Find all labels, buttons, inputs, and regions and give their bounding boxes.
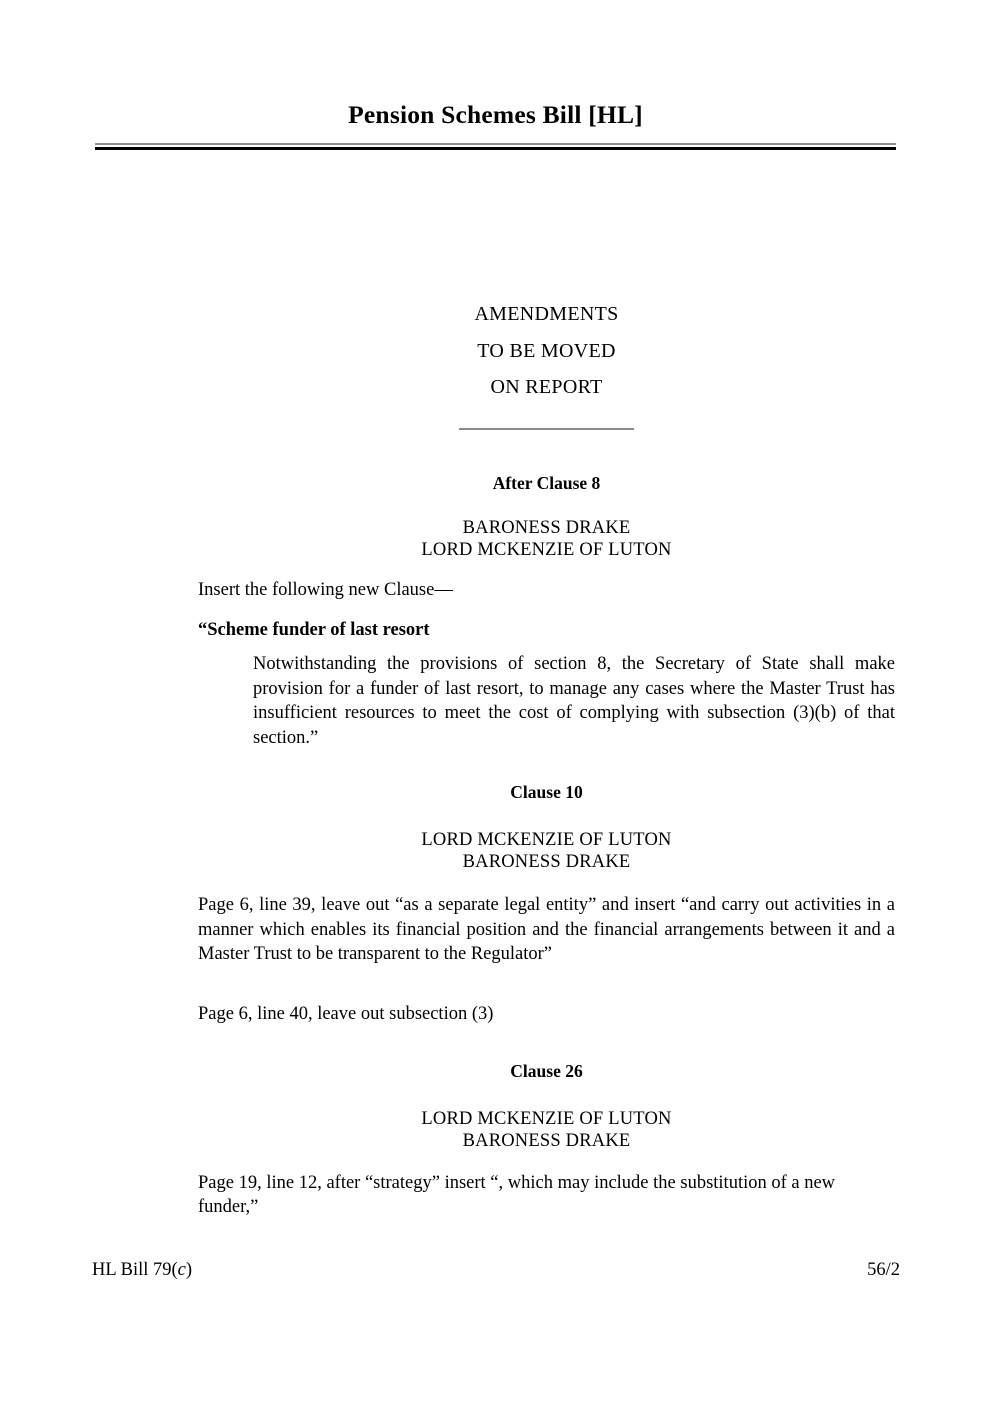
sponsor-name: LORD MCKENZIE OF LUTON <box>421 1108 672 1129</box>
amendment-block-clause-26 <box>198 1060 895 1220</box>
new-clause-text: Notwithstanding the provisions of section 8, the Secretary of State shall make provision for a funder of last resort, to manage any cases where the Master Trust has insufficient resources to meet the cost of complying with subsection (3)(b) of that section.” <box>253 654 895 748</box>
header-rule-thick <box>95 147 896 150</box>
document-body <box>198 296 895 1220</box>
sponsor-list <box>198 829 895 873</box>
bill-reference <box>92 1259 192 1281</box>
frontmatter-line-amendments: AMENDMENTS <box>474 303 619 325</box>
page-number: 56/2 <box>867 1260 900 1280</box>
header-double-rule <box>95 143 896 150</box>
clause-heading: Clause 10 <box>510 782 583 803</box>
clause-heading: After Clause 8 <box>492 472 601 493</box>
frontmatter-line-on-report: ON REPORT <box>490 376 603 398</box>
bill-reference-letter: c <box>177 1260 186 1280</box>
amendment-intro-text: Insert the following new Clause— <box>198 580 453 601</box>
sponsor-list <box>198 1108 895 1152</box>
bill-reference-suffix: ) <box>185 1260 193 1280</box>
sponsor-name: BARONESS DRAKE <box>462 852 631 872</box>
sponsor-name: BARONESS DRAKE <box>462 1130 631 1151</box>
page-footer <box>92 1259 900 1281</box>
frontmatter-block <box>198 296 895 406</box>
bill-reference-prefix: HL Bill 79( <box>92 1260 178 1280</box>
sponsor-list <box>198 517 895 561</box>
amendment-text: Page 6, line 40, leave out subsection (3) <box>198 1003 494 1024</box>
sponsor-name: LORD MCKENZIE OF LUTON <box>421 540 672 561</box>
sponsor-name: LORD MCKENZIE OF LUTON <box>421 830 672 850</box>
frontmatter-divider-rule <box>459 428 634 430</box>
amendment-block-clause-10 <box>198 781 895 1026</box>
header-rule-thin <box>95 143 896 145</box>
clause-heading: Clause 26 <box>510 1061 583 1081</box>
page-title: Pension Schemes Bill [HL] <box>348 100 643 129</box>
new-clause-heading: “Scheme funder of last resort <box>198 619 430 640</box>
amendment-block-after-clause-8 <box>198 472 895 751</box>
page-header <box>95 100 896 150</box>
amendment-text: Page 19, line 12, after “strategy” insert “, which may include the substitution of a new funder,” <box>198 1172 836 1218</box>
amendment-text: Page 6, line 39, leave out “as a separate legal entity” and insert “and carry out activities in a manner which enables its financial position and the financial arrangements between it and a Master Trust to be transparent to the Regulator” <box>198 895 895 964</box>
sponsor-name: BARONESS DRAKE <box>462 518 631 539</box>
frontmatter-line-to-be-moved: TO BE MOVED <box>477 339 616 362</box>
